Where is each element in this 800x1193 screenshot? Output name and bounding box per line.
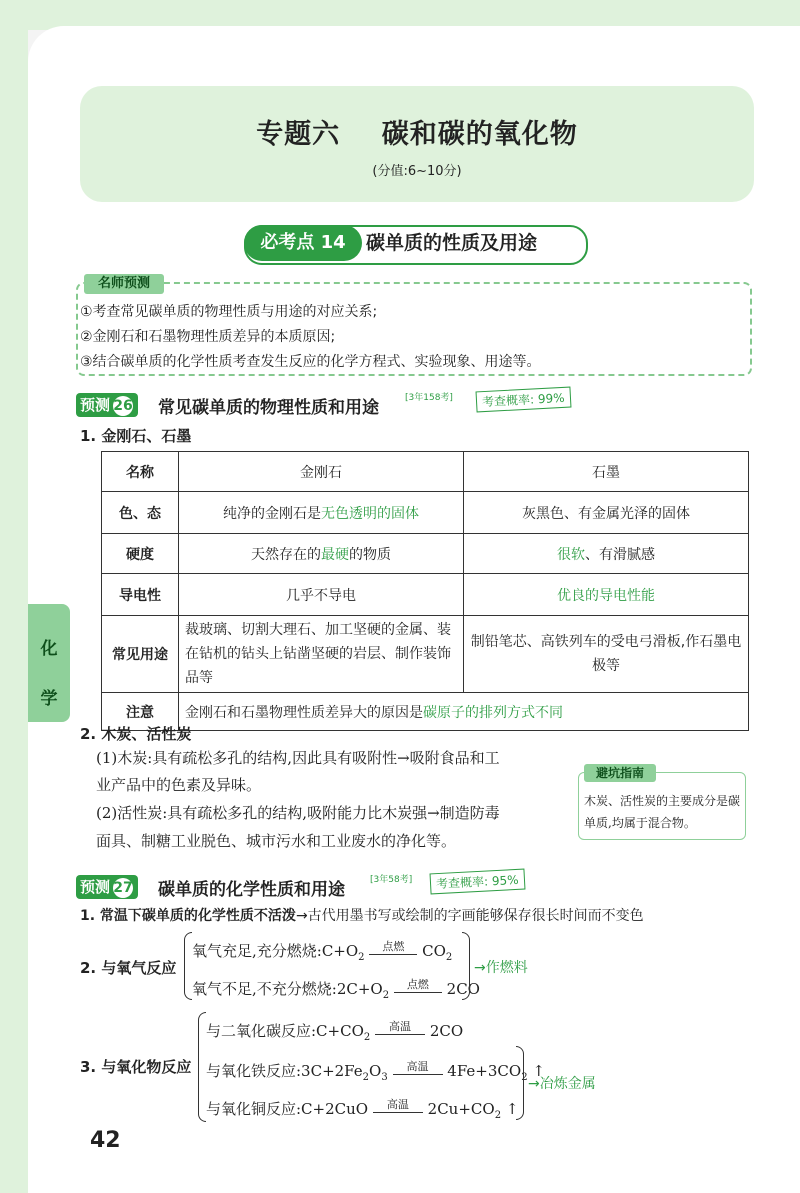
- table-header: 石墨: [464, 452, 749, 492]
- table-cell: 几乎不导电: [179, 574, 464, 616]
- line-bold: 化学性质不活泼: [197, 908, 296, 924]
- eq-text: 4Fe+3CO: [447, 1062, 522, 1080]
- cell-highlight: 很软: [557, 546, 585, 563]
- teacher-prediction-tag: 名师预测: [84, 274, 164, 294]
- cell-text: 、有滑腻感: [585, 546, 655, 563]
- paragraph-line: (1)木炭:具有疏松多孔的结构,因此具有吸附性→吸附食品和工: [96, 749, 500, 767]
- page-left-border: [0, 0, 28, 1193]
- table-cell: [179, 534, 464, 574]
- condition-ignite: 点燃: [394, 976, 442, 993]
- prediction-line: ①考查常见碳单质的物理性质与用途的对应关系;: [80, 304, 378, 320]
- tip-tag: 避坑指南: [584, 764, 656, 782]
- side-tab-char: 化: [40, 639, 58, 659]
- row-label: 色、态: [102, 492, 179, 534]
- table-header: 金刚石: [179, 452, 464, 492]
- page-number: 42: [90, 1128, 121, 1153]
- row-label: 注意: [102, 693, 179, 731]
- cell-highlight: 无色透明的固体: [321, 505, 419, 522]
- row-label: 常见用途: [102, 616, 179, 693]
- condition-high-temp: 高温: [393, 1058, 443, 1075]
- table-header: 名称: [102, 452, 179, 492]
- prediction-27-title: 碳单质的化学性质和用途: [158, 880, 345, 900]
- oxide-use: →冶炼金属: [528, 1076, 596, 1092]
- right-brace: [516, 1046, 524, 1120]
- side-tab-char: 学: [40, 689, 58, 709]
- table-row: [102, 492, 749, 534]
- table-row: [102, 452, 749, 492]
- key-point-label: 必考点 14: [244, 225, 362, 261]
- table-row: [102, 534, 749, 574]
- cell-highlight: 碳原子的排列方式不同: [423, 704, 563, 721]
- chem-property-line: [80, 905, 644, 925]
- prediction-26-count: [3年158考]: [405, 393, 453, 403]
- table-row: [102, 693, 749, 731]
- prediction-27-badge: [76, 875, 138, 899]
- equation-partial-combustion: 氧气不足,不充分燃烧$:2C+O_2$ 点燃 2CO: [192, 978, 480, 1001]
- cell-text: 的物质: [349, 546, 391, 563]
- prediction-26-title: 常见碳单质的物理性质和用途: [158, 398, 379, 418]
- eq-text: 2CO: [446, 980, 480, 998]
- line-text: 1. 常温下碳单质的: [80, 908, 198, 924]
- cell-highlight: 最硬: [321, 546, 349, 563]
- prediction-line: ②金刚石和石墨物理性质差异的本质原因;: [80, 329, 336, 345]
- oxide-reaction-heading: 3. 与氧化物反应: [80, 1058, 192, 1076]
- row-label: 硬度: [102, 534, 179, 574]
- oxygen-use: →作燃料: [474, 960, 528, 976]
- line-text: →古代用墨书写或绘制的字画能够保存很长时间而不变色: [295, 908, 644, 924]
- table-cell: 灰黑色、有金属光泽的固体: [464, 492, 749, 534]
- eq-text: 氧气充足,充分燃烧:C+O: [192, 942, 359, 960]
- table-cell: [464, 534, 749, 574]
- table-cell: 裁玻璃、切割大理石、加工坚硬的金属、装在钻机的钻头上钻凿坚硬的岩层、制作装饰品等: [179, 616, 464, 693]
- prediction-label: 预测: [80, 878, 111, 896]
- prediction-label: 预测: [80, 396, 111, 414]
- carbon-properties-table: [101, 451, 749, 731]
- prediction-number: 27: [113, 880, 133, 896]
- eq-text: CO: [422, 942, 446, 960]
- table-cell: 优良的导电性能: [464, 574, 749, 616]
- tip-text: 木炭、活性炭的主要成分是碳单质,均属于混合物。: [584, 794, 741, 830]
- eq-text: 与二氧化碳反应:C+CO: [206, 1022, 364, 1040]
- oxygen-reaction-heading: 2. 与氧气反应: [80, 959, 177, 977]
- left-brace: [184, 932, 192, 1000]
- eq-text: 2CO: [429, 1022, 464, 1040]
- row-label: 导电性: [102, 574, 179, 616]
- left-brace: [198, 1012, 206, 1122]
- right-brace: [462, 932, 470, 1000]
- prediction-27-count: [3年58考]: [370, 875, 413, 885]
- prediction-line: ③结合碳单质的化学性质考查发生反应的化学方程式、实验现象、用途等。: [80, 354, 541, 370]
- equation-fe2o3: 与氧化铁反应$:3C+2Fe_2O_3$ 高温 $4Fe+3CO_2$ ↑: [206, 1060, 545, 1083]
- eq-text: 与氧化铜反应:C+2CuO: [206, 1100, 369, 1118]
- cell-text: 金刚石和石墨物理性质差异大的原因是: [185, 704, 423, 721]
- section-1-heading: 1. 金刚石、石墨: [80, 427, 192, 445]
- section-2-heading: 2. 木炭、活性炭: [80, 725, 192, 743]
- equation-full-combustion: 氧气充足,充分燃烧$:C+O_2$ 点燃 $CO_2$: [192, 940, 453, 963]
- prediction-number: 26: [113, 398, 133, 414]
- eq-text: 2Cu+CO: [427, 1100, 495, 1118]
- condition-high-temp: 高温: [375, 1018, 425, 1035]
- table-cell: 制铅笔芯、高铁列车的受电弓滑板,作石墨电极等: [464, 616, 749, 693]
- cell-text: 天然存在的: [251, 546, 321, 563]
- key-point-title: 碳单质的性质及用途: [366, 232, 538, 254]
- table-cell: [179, 492, 464, 534]
- prediction-27-probability: 考查概率: 95%: [430, 869, 526, 895]
- chapter-title: 专题六 碳和碳的氧化物: [256, 119, 578, 150]
- paragraph-line: 业产品中的色素及异味。: [96, 776, 262, 794]
- eq-text: 与氧化铁反应:3C+2Fe: [206, 1062, 363, 1080]
- prediction-26-badge: [76, 393, 138, 417]
- eq-text: 氧气不足,不充分燃烧:2C+O: [192, 980, 383, 998]
- table-cell: [179, 693, 749, 731]
- condition-ignite: 点燃: [369, 938, 417, 955]
- paragraph-line: 面具、制糖工业脱色、城市污水和工业废水的净化等。: [96, 832, 457, 850]
- equation-cuo: 与氧化铜反应:C+2CuO 高温 $2Cu+CO_2$ ↑: [206, 1098, 519, 1121]
- table-row: [102, 574, 749, 616]
- condition-high-temp: 高温: [373, 1096, 423, 1113]
- equation-co2: 与二氧化碳反应$:C+CO_2$ 高温 2CO: [206, 1020, 464, 1043]
- paragraph-line: (2)活性炭:具有疏松多孔的结构,吸附能力比木炭强→制造防毒: [96, 804, 500, 822]
- cell-text: 纯净的金刚石是: [223, 505, 321, 522]
- prediction-26-probability: 考查概率: 99%: [476, 387, 572, 413]
- score-range: (分值:6~10分): [372, 164, 462, 179]
- table-row: [102, 616, 749, 693]
